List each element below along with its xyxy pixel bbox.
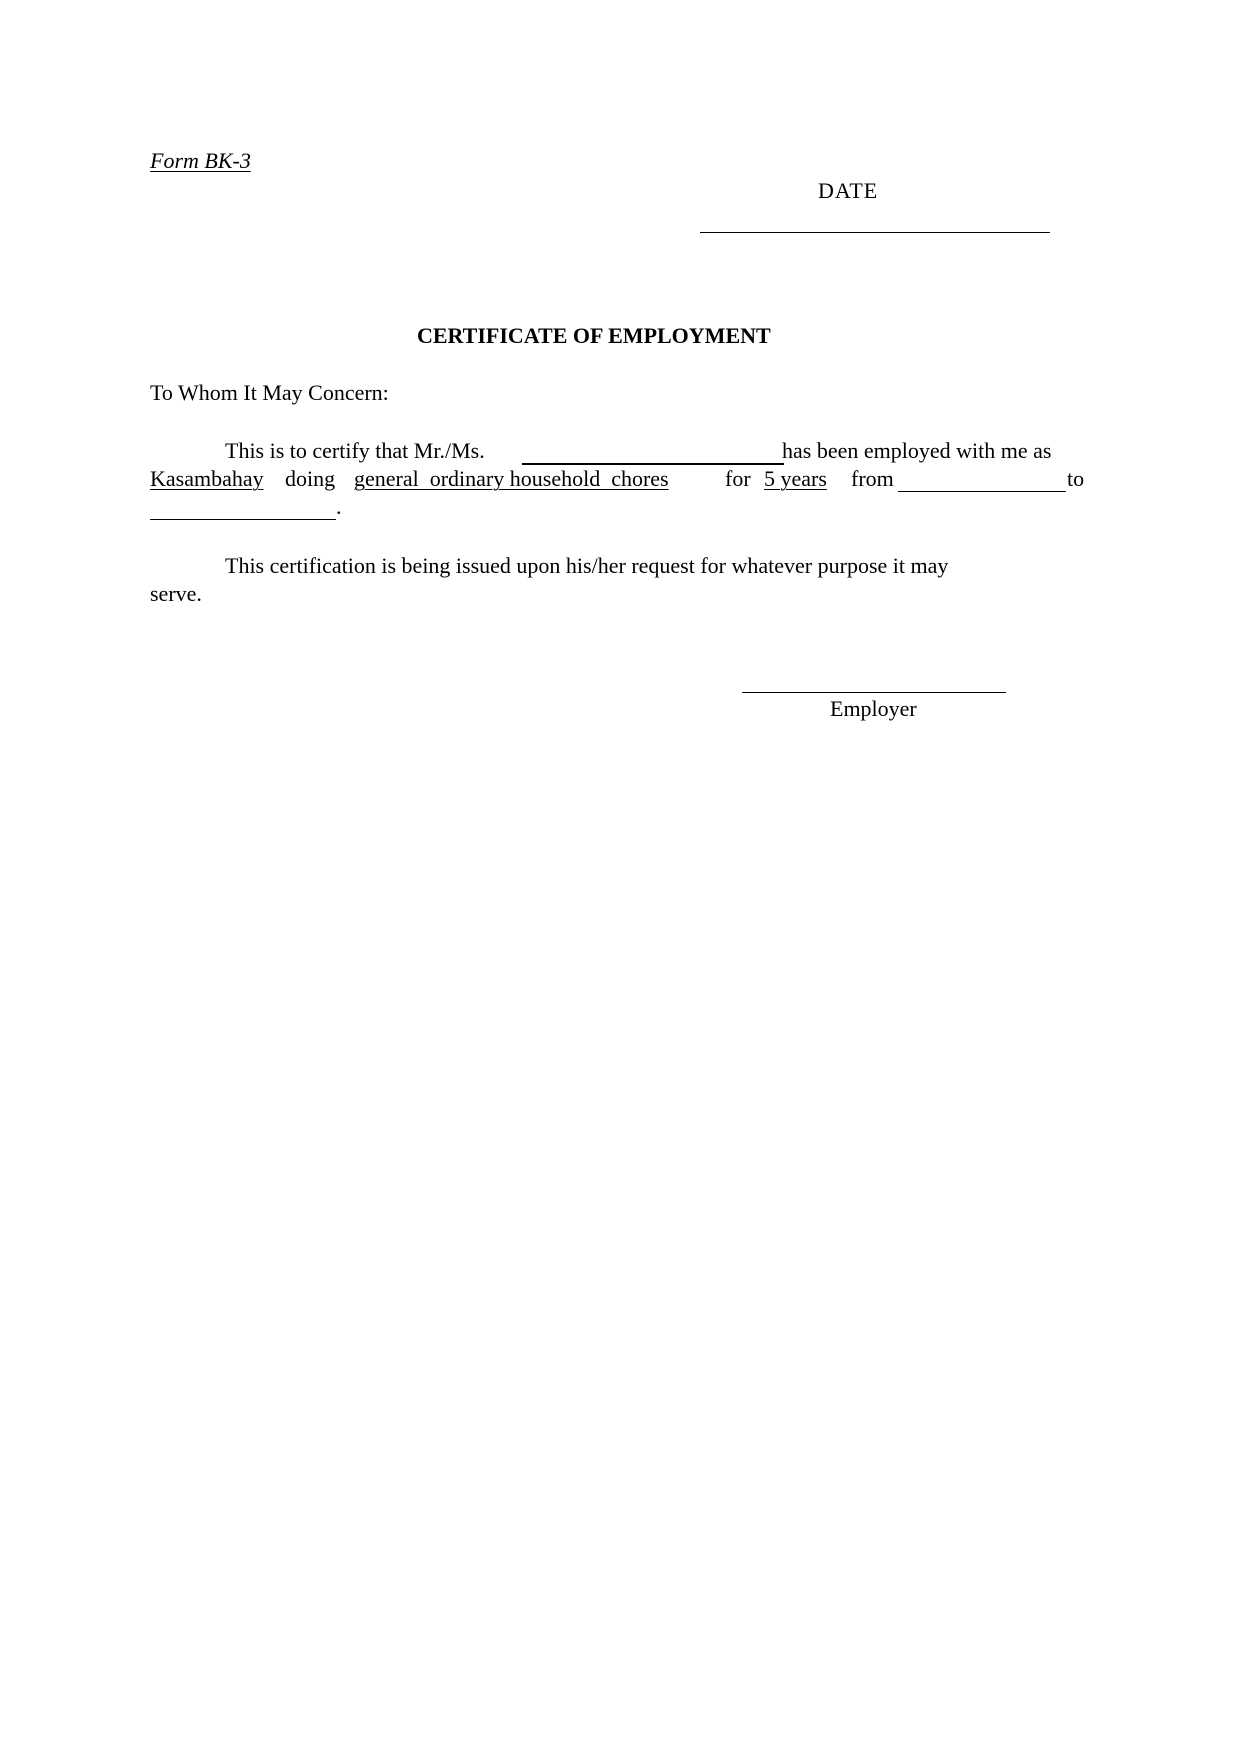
from-text: from	[851, 466, 894, 491]
paragraph-line	[150, 583, 1088, 611]
purpose-text-line2: serve.	[150, 581, 202, 606]
period-text: .	[336, 494, 342, 519]
end-date-blank[interactable]	[150, 519, 336, 520]
duties-value: general ordinary household chores	[354, 466, 669, 491]
paragraph-line	[150, 555, 1088, 583]
position-value: Kasambahay	[150, 466, 264, 491]
start-date-blank[interactable]	[898, 491, 1066, 492]
purpose-text-line1: This certification is being issued upon his/her request for whatever purpose it may	[225, 553, 949, 578]
employer-label: Employer	[830, 696, 917, 721]
purpose-paragraph	[150, 555, 1088, 611]
employed-as-text: has been employed with me as	[782, 438, 1052, 463]
employer-signature-line[interactable]	[742, 692, 1006, 693]
paragraph-line	[150, 468, 1088, 496]
duration-value: 5 years	[764, 466, 827, 491]
certify-lead-text: This is to certify that Mr./Ms.	[225, 438, 485, 463]
page-title: CERTIFICATE OF EMPLOYMENT	[417, 323, 771, 348]
date-blank-line[interactable]	[700, 232, 1050, 233]
doing-text: doing	[285, 466, 336, 491]
to-text: to	[1067, 466, 1085, 491]
employee-name-blank[interactable]	[522, 463, 784, 465]
paragraph-line	[150, 440, 1088, 468]
paragraph-line	[150, 496, 1088, 524]
salutation: To Whom It May Concern:	[150, 380, 389, 405]
certification-paragraph	[150, 440, 1088, 524]
date-label: DATE	[818, 178, 879, 203]
for-text: for	[725, 466, 751, 491]
form-number: Form BK-3	[150, 148, 251, 173]
